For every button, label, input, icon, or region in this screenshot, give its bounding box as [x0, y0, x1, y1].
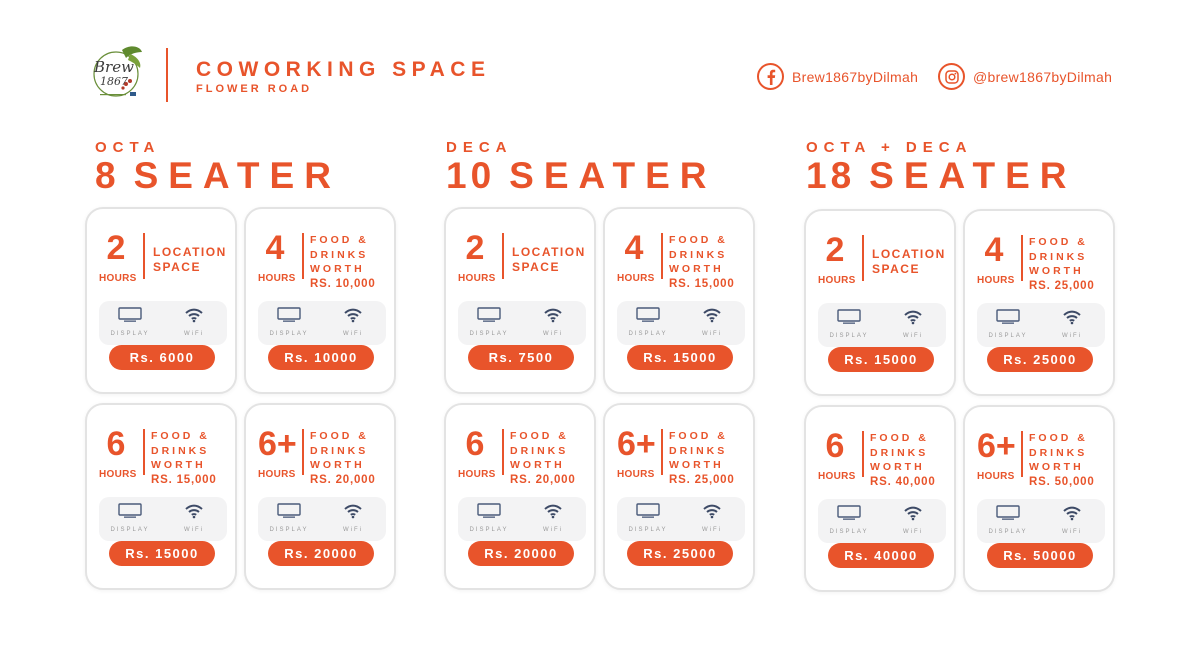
- package-description-line: FOOD &: [1029, 432, 1088, 444]
- card-divider: [1021, 235, 1023, 281]
- package-description-line: RS. 10,000: [310, 277, 376, 290]
- price-button[interactable]: Rs. 15000: [109, 541, 215, 566]
- package-description-line: DRINKS: [870, 446, 929, 459]
- wifi-icon: [184, 310, 204, 327]
- price-button[interactable]: Rs. 25000: [627, 541, 733, 566]
- amenity-display: [464, 503, 514, 533]
- hours-label: HOURS: [617, 273, 655, 284]
- amenities-bar: [458, 301, 586, 345]
- amenity-wifi: [888, 309, 938, 339]
- wifi-label: WiFi: [903, 529, 923, 535]
- package-description-line: FOOD &: [151, 430, 210, 442]
- display-icon: [837, 508, 861, 525]
- pricing-card[interactable]: [444, 403, 596, 590]
- card-divider: [661, 429, 663, 475]
- svg-text:Brew: Brew: [94, 58, 134, 76]
- amenity-display: [264, 503, 314, 533]
- header-divider: [166, 48, 168, 102]
- page-title: COWORKING SPACE: [196, 58, 491, 81]
- hours-label: HOURS: [617, 469, 655, 480]
- section-title: [95, 156, 425, 196]
- package-description-line: DRINKS: [1029, 446, 1088, 459]
- package-description: [151, 429, 235, 487]
- package-description-line: WORTH: [1029, 265, 1084, 277]
- price-button[interactable]: Rs. 20000: [468, 541, 574, 566]
- package-description-line: RS. 50,000: [1029, 475, 1095, 488]
- wifi-label: WiFi: [543, 527, 563, 533]
- wifi-label: WiFi: [1062, 529, 1082, 535]
- package-description: [669, 429, 753, 487]
- pricing-card[interactable]: [444, 207, 596, 394]
- pricing-card[interactable]: [85, 207, 237, 394]
- amenity-wifi: [169, 307, 219, 337]
- package-description-line: SPACE: [153, 260, 201, 274]
- amenities-bar: [458, 497, 586, 541]
- hours-count: 6: [106, 425, 126, 463]
- package-description-line: FOOD &: [870, 432, 929, 444]
- package-description-line: LOCATION: [872, 247, 946, 261]
- amenity-wifi: [328, 307, 378, 337]
- section-seat-label: SEATER: [133, 155, 341, 196]
- hours-count: 4: [984, 231, 1004, 269]
- card-divider: [1021, 431, 1023, 477]
- package-description-line: LOCATION: [512, 245, 586, 259]
- package-description-line: DRINKS: [510, 444, 569, 457]
- amenity-wifi: [328, 503, 378, 533]
- card-divider: [862, 235, 864, 281]
- card-header: [99, 229, 227, 287]
- pricing-card[interactable]: [804, 209, 956, 396]
- section-octa: [95, 140, 425, 196]
- package-description-line: DRINKS: [151, 444, 210, 457]
- pricing-card[interactable]: [603, 207, 755, 394]
- section-seat-label: SEATER: [869, 155, 1077, 196]
- pricing-card[interactable]: [85, 403, 237, 590]
- package-description-line: DRINKS: [1029, 250, 1088, 263]
- package-description-line: FOOD &: [310, 430, 369, 442]
- package-description-line: RS. 20,000: [310, 473, 376, 486]
- package-description: [669, 233, 753, 291]
- pricing-card[interactable]: [804, 405, 956, 592]
- wifi-label: WiFi: [343, 527, 363, 533]
- pricing-card[interactable]: [244, 207, 396, 394]
- wifi-label: WiFi: [184, 331, 204, 337]
- amenity-wifi: [687, 503, 737, 533]
- card-header: [258, 229, 386, 290]
- page-subtitle: FLOWER ROAD: [196, 83, 313, 95]
- package-description-line: WORTH: [669, 459, 724, 471]
- amenity-display: [105, 503, 155, 533]
- package-description-line: FOOD &: [510, 430, 569, 442]
- hours-label: HOURS: [99, 273, 137, 284]
- package-description-line: WORTH: [310, 263, 365, 275]
- wifi-icon: [343, 310, 363, 327]
- amenity-display: [824, 505, 874, 535]
- amenity-wifi: [528, 307, 578, 337]
- amenity-display: [105, 307, 155, 337]
- package-description-line: RS. 25,000: [669, 473, 735, 486]
- hours-label: HOURS: [458, 273, 496, 284]
- hours-count: 6+: [617, 425, 656, 463]
- display-icon: [118, 310, 142, 327]
- price-button[interactable]: Rs. 40000: [828, 543, 934, 568]
- section-seat-label: SEATER: [509, 155, 717, 196]
- price-button[interactable]: Rs. 10000: [268, 345, 374, 370]
- display-label: DISPLAY: [628, 527, 668, 533]
- wifi-icon: [702, 310, 722, 327]
- package-description-line: RS. 20,000: [510, 473, 576, 486]
- amenity-display: [983, 505, 1033, 535]
- wifi-icon: [184, 506, 204, 523]
- display-icon: [277, 506, 301, 523]
- section-title: [806, 156, 1136, 196]
- hours-count: 2: [465, 229, 485, 267]
- wifi-label: WiFi: [903, 333, 923, 339]
- display-icon: [477, 310, 501, 327]
- section-deca: [446, 140, 776, 196]
- display-icon: [477, 506, 501, 523]
- hours-count: 4: [624, 229, 644, 267]
- package-description: [1029, 431, 1113, 489]
- display-label: DISPLAY: [469, 527, 509, 533]
- hours-label: HOURS: [818, 275, 856, 286]
- wifi-label: WiFi: [184, 527, 204, 533]
- package-description-line: RS. 25,000: [1029, 279, 1095, 292]
- package-description-line: DRINKS: [310, 248, 369, 261]
- amenity-display: [824, 309, 874, 339]
- amenity-display: [623, 307, 673, 337]
- amenity-wifi: [1047, 309, 1097, 339]
- amenities-bar: [977, 303, 1105, 347]
- package-description-line: SPACE: [872, 262, 920, 276]
- card-divider: [502, 233, 504, 279]
- amenity-wifi: [1047, 505, 1097, 535]
- hours-count: 4: [265, 229, 285, 267]
- package-description-line: FOOD &: [669, 430, 728, 442]
- amenities-bar: [99, 301, 227, 345]
- package-description-line: FOOD &: [1029, 236, 1088, 248]
- section-seat-count: 10: [446, 155, 496, 196]
- display-label: DISPLAY: [269, 527, 309, 533]
- package-description: [310, 429, 394, 487]
- wifi-label: WiFi: [702, 527, 722, 533]
- wifi-label: WiFi: [343, 331, 363, 337]
- package-description-line: FOOD &: [669, 234, 728, 246]
- hours-label: HOURS: [977, 471, 1015, 482]
- amenity-display: [983, 309, 1033, 339]
- display-label: DISPLAY: [110, 527, 150, 533]
- amenities-bar: [617, 497, 745, 541]
- hours-label: HOURS: [99, 469, 137, 480]
- hours-count: 2: [825, 231, 845, 269]
- package-description-line: SPACE: [512, 260, 560, 274]
- package-description: [872, 247, 956, 277]
- amenity-display: [464, 307, 514, 337]
- card-divider: [502, 429, 504, 475]
- section-title: [446, 156, 776, 196]
- display-label: DISPLAY: [469, 331, 509, 337]
- hours-count: 6: [465, 425, 485, 463]
- pricing-card[interactable]: [244, 403, 396, 590]
- brew-1867-logo: [86, 40, 150, 104]
- package-description-line: RS. 15,000: [151, 473, 217, 486]
- hours-count: 2: [106, 229, 126, 267]
- display-label: DISPLAY: [988, 529, 1028, 535]
- wifi-label: WiFi: [543, 331, 563, 337]
- package-description-line: RS. 15,000: [669, 277, 735, 290]
- display-label: DISPLAY: [269, 331, 309, 337]
- section-name: OCTA + DECA: [806, 139, 973, 156]
- hours-label: HOURS: [977, 275, 1015, 286]
- package-description-line: WORTH: [310, 459, 365, 471]
- hours-label: HOURS: [258, 469, 296, 480]
- wifi-icon: [903, 312, 923, 329]
- wifi-icon: [543, 506, 563, 523]
- card-header: [818, 231, 946, 289]
- package-description-line: WORTH: [870, 461, 925, 473]
- package-description: [510, 429, 594, 487]
- display-icon: [118, 506, 142, 523]
- package-description-line: DRINKS: [310, 444, 369, 457]
- package-description-line: WORTH: [669, 263, 724, 275]
- facebook-link[interactable]: [757, 63, 918, 90]
- amenities-bar: [818, 303, 946, 347]
- package-description-line: RS. 40,000: [870, 475, 936, 488]
- package-description-line: WORTH: [151, 459, 206, 471]
- display-icon: [636, 506, 660, 523]
- package-description-line: DRINKS: [669, 248, 728, 261]
- amenity-display: [623, 503, 673, 533]
- hours-count: 6+: [258, 425, 297, 463]
- card-header: [977, 427, 1105, 488]
- instagram-handle: @brew1867byDilmah: [973, 68, 1113, 85]
- price-button[interactable]: Rs. 25000: [987, 347, 1093, 372]
- wifi-label: WiFi: [1062, 333, 1082, 339]
- display-label: DISPLAY: [628, 331, 668, 337]
- facebook-icon: [757, 63, 784, 90]
- wifi-icon: [343, 506, 363, 523]
- hours-label: HOURS: [818, 471, 856, 482]
- card-header: [458, 229, 586, 287]
- wifi-icon: [1062, 312, 1082, 329]
- amenity-wifi: [888, 505, 938, 535]
- amenity-display: [264, 307, 314, 337]
- display-icon: [996, 508, 1020, 525]
- amenities-bar: [977, 499, 1105, 543]
- display-icon: [277, 310, 301, 327]
- card-divider: [302, 429, 304, 475]
- card-header: [617, 425, 745, 486]
- wifi-icon: [903, 508, 923, 525]
- wifi-icon: [1062, 508, 1082, 525]
- card-header: [458, 425, 586, 486]
- card-divider: [661, 233, 663, 279]
- display-icon: [636, 310, 660, 327]
- package-description-line: DRINKS: [669, 444, 728, 457]
- section-seat-count: 18: [806, 155, 856, 196]
- display-label: DISPLAY: [829, 529, 869, 535]
- card-divider: [862, 431, 864, 477]
- instagram-icon: [938, 63, 965, 90]
- amenities-bar: [99, 497, 227, 541]
- display-label: DISPLAY: [829, 333, 869, 339]
- amenities-bar: [258, 301, 386, 345]
- wifi-icon: [702, 506, 722, 523]
- amenity-wifi: [169, 503, 219, 533]
- pricing-card[interactable]: [963, 405, 1115, 592]
- card-divider: [302, 233, 304, 279]
- display-icon: [996, 312, 1020, 329]
- amenity-wifi: [687, 307, 737, 337]
- wifi-label: WiFi: [702, 331, 722, 337]
- display-label: DISPLAY: [110, 331, 150, 337]
- card-header: [617, 229, 745, 290]
- section-octa-deca: [806, 140, 1136, 196]
- package-description: [153, 245, 237, 275]
- card-header: [977, 231, 1105, 292]
- amenity-wifi: [528, 503, 578, 533]
- svg-text:1867: 1867: [100, 75, 128, 88]
- card-header: [818, 427, 946, 488]
- pricing-card[interactable]: [963, 209, 1115, 396]
- package-description-line: LOCATION: [153, 245, 227, 259]
- section-name: DECA: [446, 139, 513, 156]
- display-label: DISPLAY: [988, 333, 1028, 339]
- card-divider: [143, 233, 145, 279]
- section-seat-count: 8: [95, 155, 120, 196]
- card-header: [99, 425, 227, 486]
- price-button[interactable]: Rs. 15000: [828, 347, 934, 372]
- package-description: [310, 233, 394, 291]
- facebook-handle: Brew1867byDilmah: [792, 68, 919, 85]
- price-button[interactable]: Rs. 20000: [268, 541, 374, 566]
- package-description-line: WORTH: [1029, 461, 1084, 473]
- price-button[interactable]: Rs. 7500: [468, 345, 574, 370]
- hours-label: HOURS: [258, 273, 296, 284]
- package-description-line: WORTH: [510, 459, 565, 471]
- instagram-link[interactable]: [938, 63, 1112, 90]
- card-header: [258, 425, 386, 486]
- package-description: [1029, 235, 1113, 293]
- package-description-line: FOOD &: [310, 234, 369, 246]
- price-button[interactable]: Rs. 6000: [109, 345, 215, 370]
- wifi-icon: [543, 310, 563, 327]
- card-divider: [143, 429, 145, 475]
- hours-label: HOURS: [458, 469, 496, 480]
- package-description: [512, 245, 596, 275]
- pricing-card[interactable]: [603, 403, 755, 590]
- amenities-bar: [617, 301, 745, 345]
- package-description: [870, 431, 954, 489]
- price-button[interactable]: Rs. 50000: [987, 543, 1093, 568]
- amenities-bar: [818, 499, 946, 543]
- price-button[interactable]: Rs. 15000: [627, 345, 733, 370]
- hours-count: 6: [825, 427, 845, 465]
- hours-count: 6+: [977, 427, 1016, 465]
- display-icon: [837, 312, 861, 329]
- section-name: OCTA: [95, 139, 161, 156]
- amenities-bar: [258, 497, 386, 541]
